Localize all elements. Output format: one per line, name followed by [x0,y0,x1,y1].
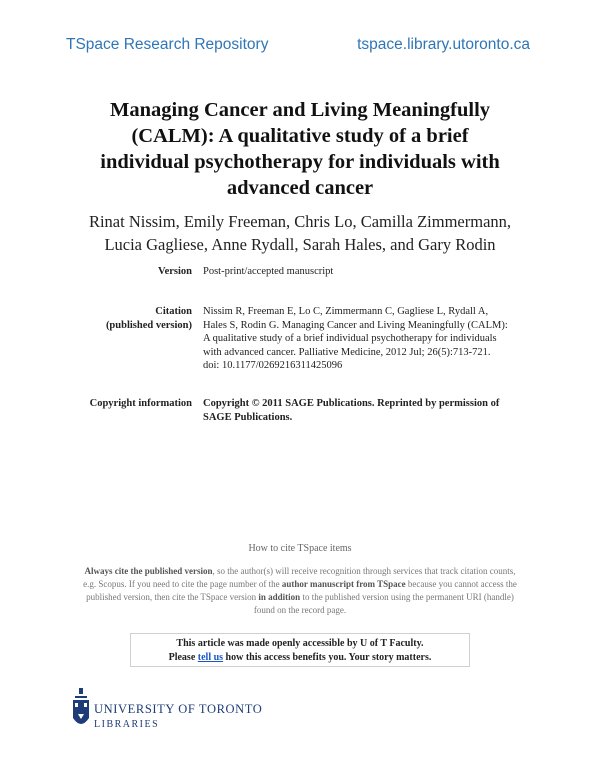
repository-name: TSpace Research Repository [66,36,269,53]
author-list [40,210,560,256]
title-line: (CALM): A qualitative study of a brief [131,125,469,147]
open-access-line: This article was made openly accessible by U of T Faculty. [176,638,424,649]
version-value: Post-print/accepted manuscript [203,266,334,277]
citation-label-line: Citation [155,306,192,317]
notice-text: , so the author(s) will receive recognition through services that track citation counts, e.g. Scopus. If you need to cite the page number of the [83,566,516,589]
notice-text: to the published version using the permanent URI (handle) found on the record page. [253,592,514,615]
repository-url[interactable]: tspace.library.utoronto.ca [357,36,530,53]
university-name: UNIVERSITY OF TORONTO [94,702,263,716]
citation-label [106,305,192,332]
open-access-box [130,633,470,667]
copyright-label: Copyright information [89,398,192,409]
citation-line: Hales S, Rodin G. Managing Cancer and Living Meaningfully (CALM): [203,319,508,331]
university-logo[interactable] [72,688,292,736]
title-line: individual psychotherapy for individuals with [100,151,500,173]
author-line: Rinat Nissim, Emily Freeman, Chris Lo, Camilla Zimmermann, [88,212,512,231]
title-line: advanced cancer [226,177,374,199]
notice-bold: Always cite the published version [84,566,213,576]
tell-us-link[interactable]: tell us [197,652,224,663]
citation-label-line: (published version) [105,319,192,331]
citation-notice [80,565,520,617]
crest-icon [72,688,90,734]
copyright-value [203,397,530,424]
copyright-line: Copyright © 2011 SAGE Publications. Reprinted by permission of [203,398,500,409]
copyright-line: SAGE Publications. [203,411,293,423]
page-header [66,36,530,56]
notice-text: because you cannot access the published version, then cite the TSpace version [86,579,517,602]
author-line: Lucia Gagliese, Anne Rydall, Sarah Hales, and Gary Rodin [104,235,496,254]
article-title [40,97,560,201]
open-access-text: Please [168,652,198,663]
title-line: Managing Cancer and Living Meaningfully [109,99,491,121]
citation-value [203,305,530,373]
open-access-line [131,651,469,665]
notice-bold: author manuscript from TSpace [281,579,406,589]
notice-bold: in addition [258,592,301,602]
citation-line: A qualitative study of a brief individual psychotherapy for individuals [203,333,497,344]
libraries-name: LIBRARIES [94,719,160,730]
version-label: Version [157,266,192,277]
citation-line: doi: 10.1177/0269216311425096 [203,360,343,371]
citation-line: with advanced cancer. Palliative Medicine, 2012 Jul; 26(5):713-721. [203,346,491,358]
citation-line: Nissim R, Freeman E, Lo C, Zimmermann C, Gagliese L, Rydall A, [203,306,489,317]
open-access-text: how this access benefits you. Your story matters. [223,652,432,663]
how-to-cite-heading: How to cite TSpace items [248,543,352,554]
